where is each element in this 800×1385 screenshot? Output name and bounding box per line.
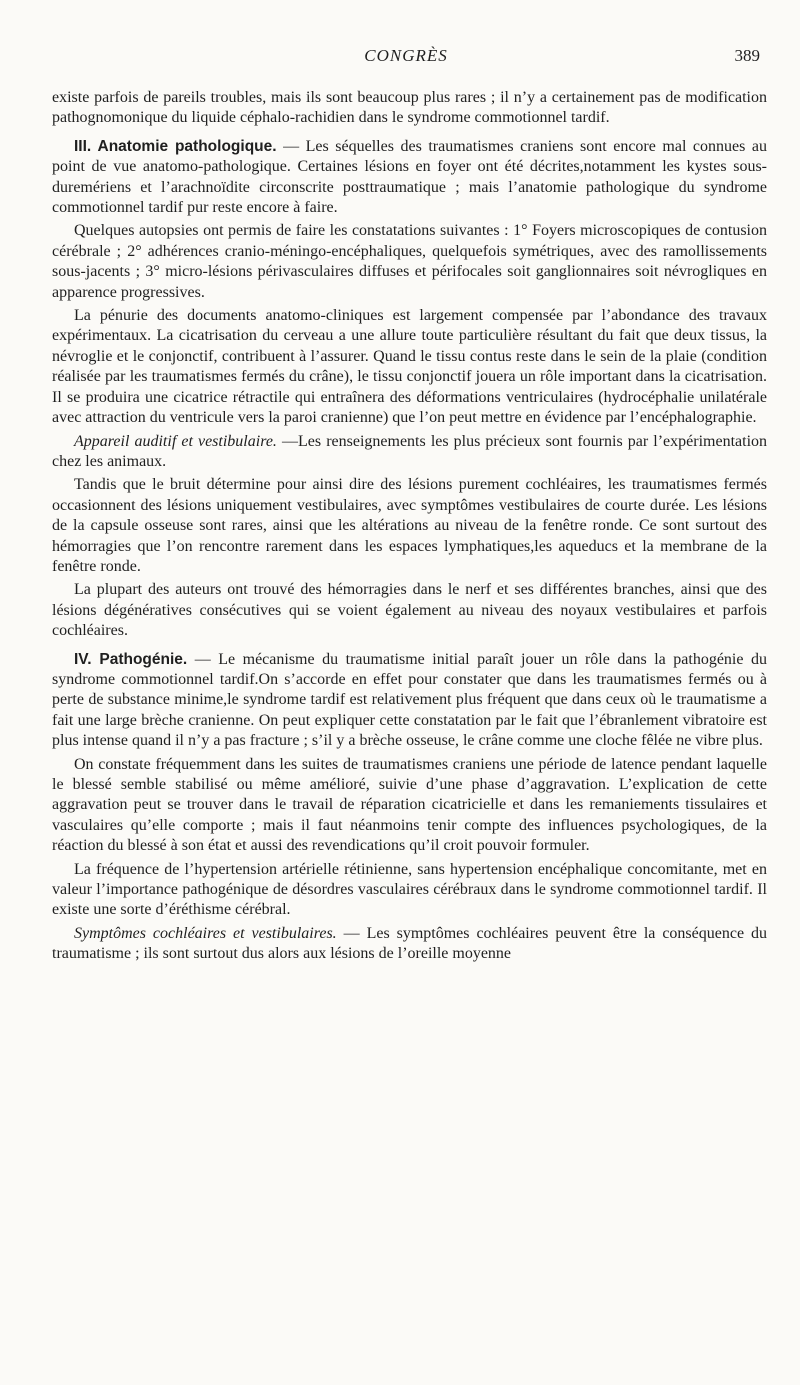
- section-heading-pathogenie: IV. Pathogénie.: [74, 650, 188, 668]
- section-anatomie-pathologique: [52, 137, 767, 219]
- subheading-appareil-auditif: Appareil auditif et vestibulaire.: [74, 432, 277, 450]
- paragraph-11-text: — Les symptômes cochléaires peuvent être la conséquence du traumatisme ; ils sont surtout dus alors aux lésions de l’oreille moyenne: [52, 924, 768, 963]
- paragraph-9: On constate fréquemment dans les suites de traumatismes craniens une période de latence pendant laquelle le blessé semble stabilisé ou même amélioré, suivie d’une phase d’aggravation. L’explication de cette aggravation peut se trouver dans le travail de réparation cicatricielle et dans les remaniements tissulaires et vasculaires qu’elle comporte ; mais il faut néanmoins tenir compte des influences psychologiques, de la réaction du blessé à son état et aussi des revendications qu’il croit pouvoir formuler.: [52, 755, 767, 855]
- paragraph-5-text: —Les renseignements les plus précieux sont fournis par l’expérimentation chez les animaux.: [52, 432, 768, 470]
- paragraph-1: existe parfois de pareils troubles, mais ils sont beaucoup plus rares ; il n’y a certainement pas de modification pathognomonique du liquide céphalo-rachidien dans le syndrome commotionnel tardif.: [52, 89, 767, 127]
- body-text: [52, 88, 767, 968]
- page-number: 389: [734, 46, 760, 65]
- running-title: CONGRÈS: [364, 46, 448, 65]
- paragraph-10: La fréquence de l’hypertension artérielle rétinienne, sans hypertension encéphalique concomitante, met en valeur l’importance pathogénique de désordres vasculaires cérébraux dans le syndrome commotionnel tardif. Il existe une sorte d’éréthisme cérébral.: [52, 860, 767, 919]
- paragraph-3: Quelques autopsies ont permis de faire les constatations suivantes : 1° Foyers microscopiques de contusion cérébrale ; 2° adhérences cranio-méningo-encéphaliques, quelquefois symétriques, avec des ramollissements sous-jacents ; 3° micro-lésions périvasculaires diffuses et périfocales soit ganglionnaires soit névrogliques en apparence progressives.: [52, 222, 767, 301]
- section-heading-anatomie: III. Anatomie pathologique.: [74, 137, 277, 155]
- subheading-symptomes: Symptômes cochléaires et vestibulaires.: [74, 924, 337, 942]
- section-pathogenie: [52, 650, 767, 752]
- paragraph-6: Tandis que le bruit détermine pour ainsi dire des lésions purement cochléaires, les traumatismes fermés occasionnent des lésions uniquement vestibulaires, avec symptômes vestibulaires de courte durée. Les lésions de la capsule osseuse sont rares, ainsi que les altérations au niveau de la fenêtre ronde. Ce sont surtout des hémorragies que l’on rencontre rarement dans les espaces lymphatiques,les aqueducs et la membrane de la fenêtre ronde.: [52, 476, 767, 575]
- page-header: [52, 46, 760, 66]
- paragraph-2-text: — Les séquelles des traumatismes craniens sont encore mal connues au point de vue anatomo-pathologique. Certaines lésions en foyer ont été décrites,notamment les kystes sous-duremériens et l’arachnoïdite circonscrite posttraumatique ; mais l’anatomie pathologique du syndrome commotionnel tardif pur reste encore à faire.: [52, 137, 767, 217]
- paragraph-4: La pénurie des documents anatomo-cliniques est largement compensée par l’abondance des travaux expérimentaux. La cicatrisation du cerveau a une allure toute particulière résultant du fait que deux tissus, la névroglie et le conjonctif, contribuent à l’assurer. Quand le tissu contus reste dans le sein de la plaie (condition réalisée par les traumatismes fermés du crâne), le tissu conjonctif jouera un rôle important dans la cicatrisation. Il se produira une cicatrice rétractile qui entraînera des déformations ventriculaires (hydrocéphalie unilatérale avec attraction du ventricule vers la paroi cranienne) que l’on peut mettre en évidence par l’encéphalographie.: [52, 307, 767, 427]
- paragraph-7: La plupart des auteurs ont trouvé des hémorragies dans le nerf et ses différentes branches, ainsi que des lésions dégénératives consécutives qui se voient également au niveau des noyaux vestibulaires et parfois cochléaires.: [52, 581, 767, 640]
- subsection-symptomes: [52, 924, 767, 965]
- paragraph-8-text: — Le mécanisme du traumatisme initial paraît jouer un rôle dans la pathogénie du syndrome commotionnel tardif.On s’accorde en effet pour constater que dans les traumatismes fermés ou à perte de substance minime,le syndrome tardif est relativement plus fréquent que dans ceux où le traumatisme a fait une large brèche cranienne. On peut expliquer cette constatation par le fait que l’ébranlement vibratoire est plus intense quand il n’y a pas fracture ; s’il y a brèche osseuse, le crâne comme une cloche fêlée ne vibre plus.: [52, 650, 767, 750]
- subsection-appareil-auditif: [52, 432, 767, 473]
